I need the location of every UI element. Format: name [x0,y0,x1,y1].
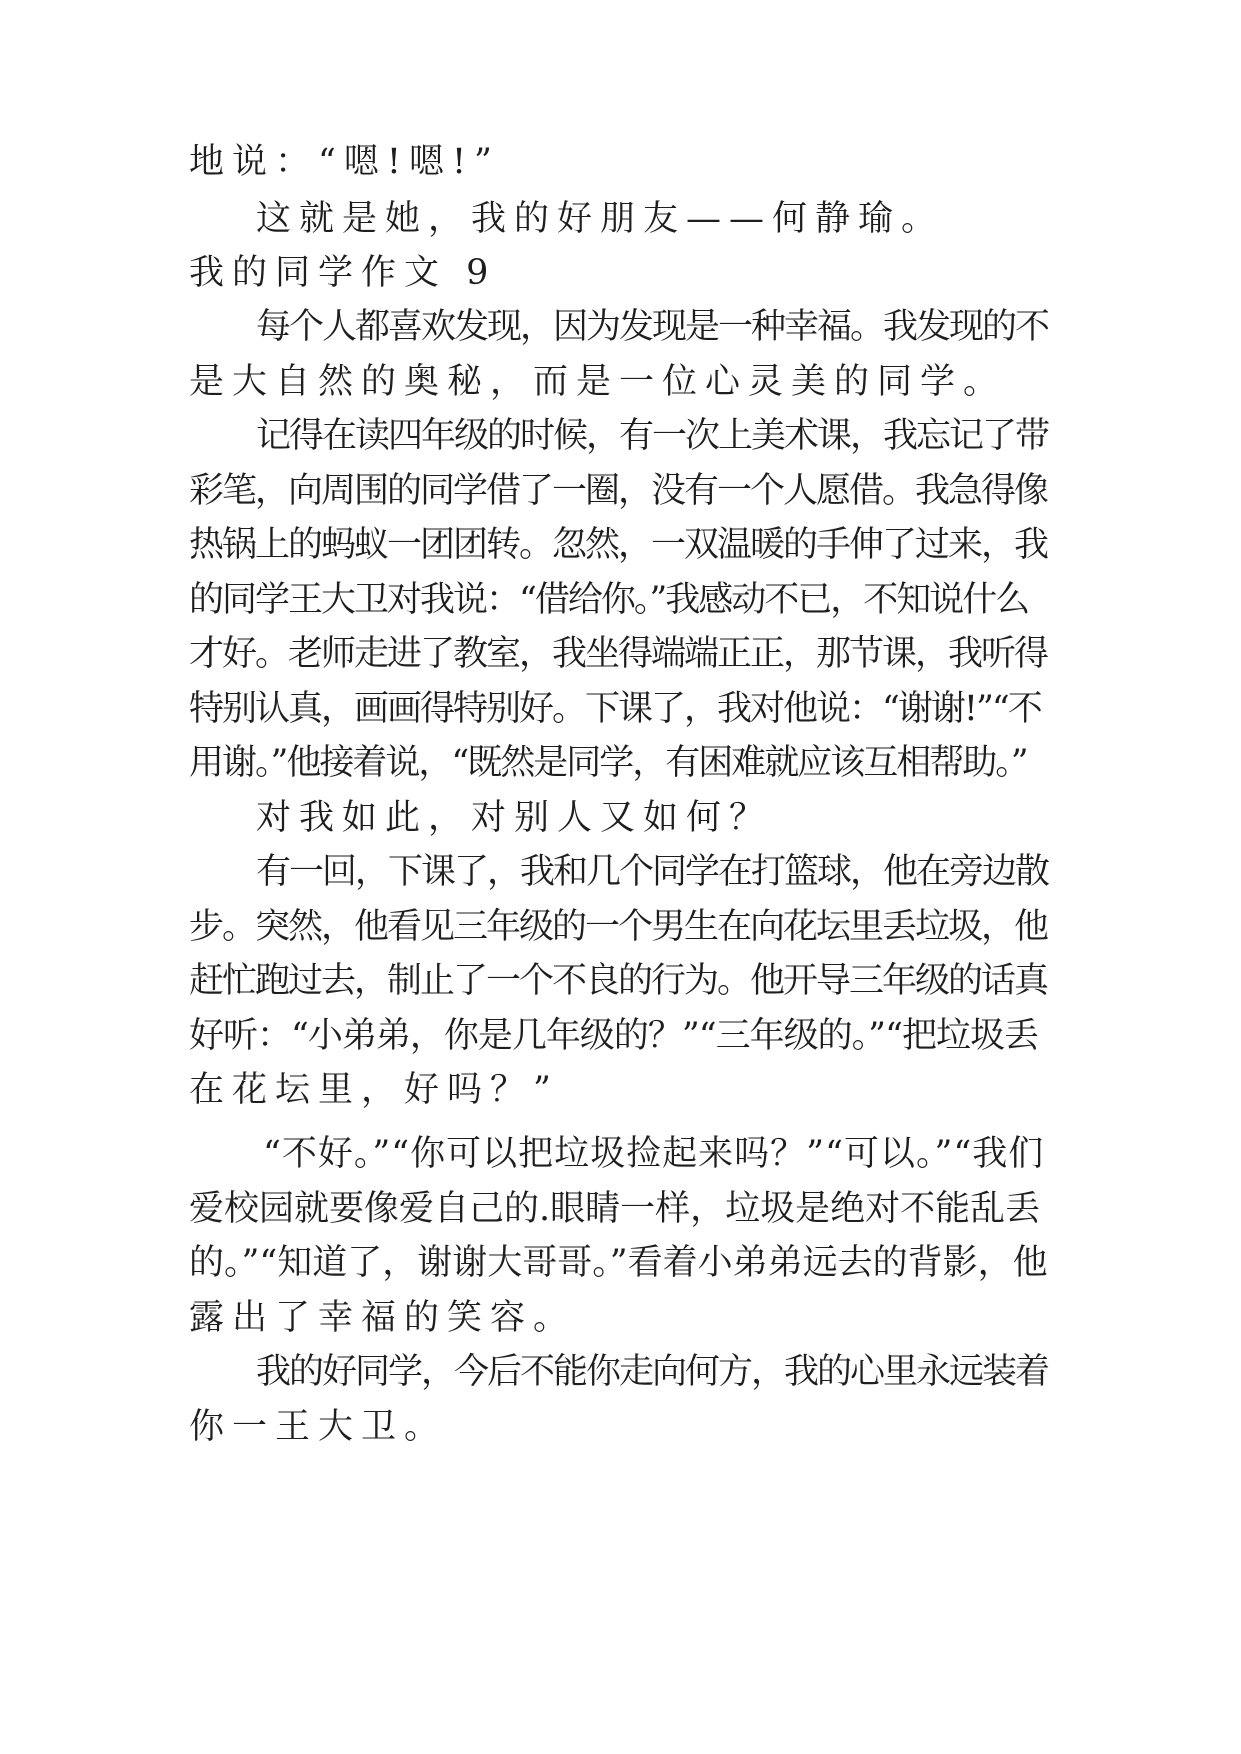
text-line: 特别认真，画画得特别好。下课了，我对他说：“谢谢!”“不 [189,689,1041,729]
text-line: 彩笔，向周围的同学借了一圈，没有一个人愿借。我急得像 [189,471,1048,511]
text-line: 你一王大卫。 [189,1407,448,1447]
text-line: 步。突然，他看见三年级的一个男生在向花坛里丢垃圾，他 [189,907,1048,947]
text-line: 赶忙跑过去，制止了一个不良的行为。他开导三年级的话真 [189,961,1048,1001]
text-line: 有一回，下课了，我和几个同学在打篮球，他在旁边散 [256,852,1049,892]
text-line: 的同学王大卫对我说：“借给你。”我感动不已，不知说什么 [189,580,1029,620]
text-line: 露出了幸福的笑容。 [189,1298,577,1338]
text-line: 才好。老师走进了教室，我坐得端端正正，那节课，我听得 [189,634,1048,674]
section-heading: 我的同学作文 9 [189,253,497,293]
text-line: 用谢。”他接着说，“既然是同学，有困难就应该互相帮助。” [189,743,1027,783]
text-line: 我的好同学，今后不能你走向何方，我的心里永远装着 [256,1352,1049,1392]
text-line: 地说：“嗯!嗯!” [189,142,500,182]
text-line: 好听：“小弟弟，你是几年级的？”“三年级的。”“把垃圾丢 [189,1016,1038,1056]
text-line: 记得在读四年级的时候，有一次上美术课，我忘记了带 [256,416,1049,456]
text-line: 是大自然的奥秘，而是一位心灵美的同学。 [189,362,1007,402]
text-line: 的。”“知道了，谢谢大哥哥。”看着小弟弟远去的背影，他 [189,1243,1048,1283]
text-line: 每个人都喜欢发现，因为发现是一种幸福。我发现的不 [256,307,1049,347]
text-line: “不好。”“你可以把垃圾捡起来吗？”“可以。”“我们 [263,1134,1045,1174]
text-line: 热锅上的蚂蚁一团团转。忽然，一双温暖的手伸了过来，我 [189,525,1048,565]
text-line: 爱校园就要像爱自己的.眼睛一样，垃圾是绝对不能乱丢 [189,1189,1041,1229]
text-line: 对我如此，对别人又如何？ [256,798,773,838]
text-line: 这就是她，我的好朋友——何静瑜。 [256,199,945,239]
text-line: 在花坛里，好吗？” [189,1070,559,1110]
